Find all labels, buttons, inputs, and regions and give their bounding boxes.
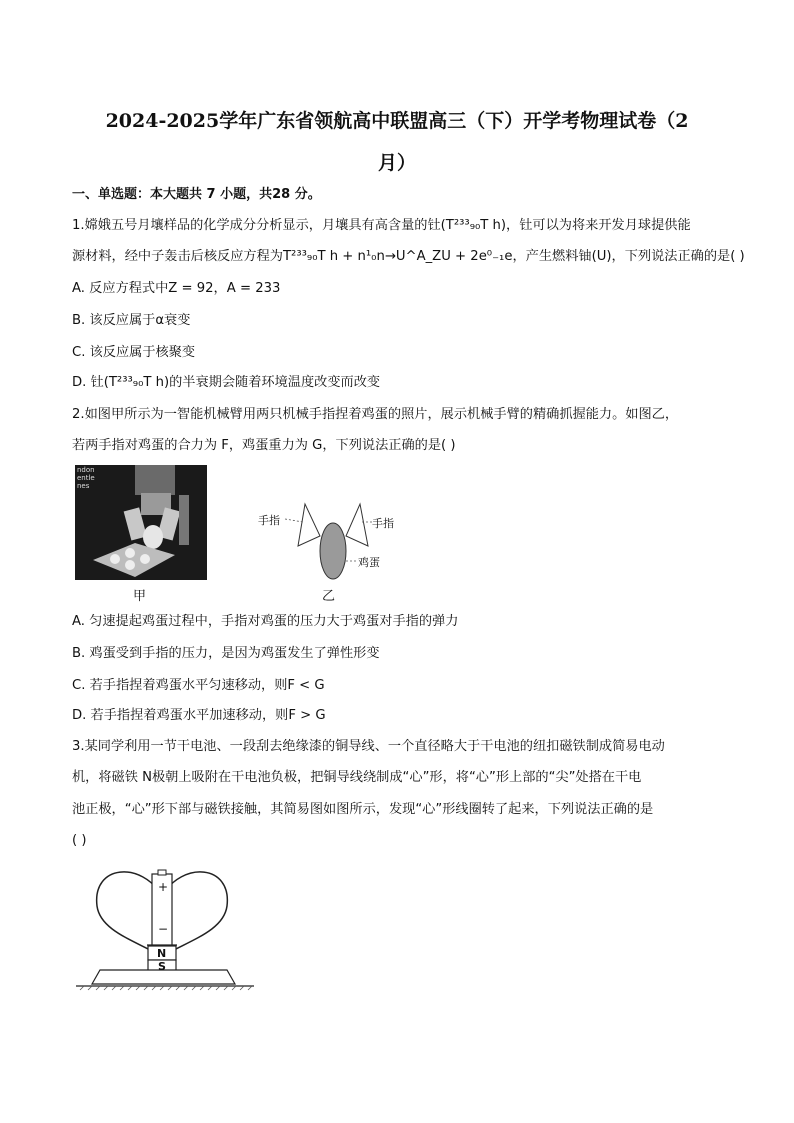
magnet-north-label: N [157, 947, 167, 960]
figure-a-label: 甲 [133, 589, 147, 604]
q3-line-2: 机，将磁铁 N极朝上吸附在干电池负极，把铜导线绕制成“心”形，将“心”形上部的“尖”处搭在干电 [72, 770, 642, 785]
egg-finger-diagram [250, 494, 420, 594]
q2-option-c: C. 若手指捏着鸡蛋水平匀速移动，则F < G [72, 678, 325, 693]
q2-option-a: A. 匀速提起鸡蛋过程中，手指对鸡蛋的压力大于鸡蛋对手指的弹力 [72, 614, 459, 629]
battery-plus-label: + [158, 880, 169, 894]
q1-option-d: D. 钍(T²³³₉₀T h)的半衰期会随着环境温度改变而改变 [72, 375, 381, 390]
photo-caption-text: ndon entle nes [77, 466, 95, 490]
q1-option-a: A. 反应方程式中Z = 92，A = 233 [72, 281, 281, 296]
title-line-1: 2024-2025学年广东省领航高中联盟高三（下）开学考物理试卷（2 [105, 110, 689, 132]
q2-line-2: 若两手指对鸡蛋的合力为 F，鸡蛋重力为 G，下列说法正确的是( ) [72, 438, 456, 453]
q3-line-3: 池正极，“心”形下部与磁铁接触，其简易图如图所示，发现“心”形线圈转了起来，下列说法正确的是 [72, 802, 654, 817]
robot-arm-photo [75, 465, 207, 580]
robot-arm-illustration [75, 465, 207, 580]
battery-minus-label: − [158, 922, 169, 936]
section-heading: 一、单选题：本大题共 7 小题，共28 分。 [72, 187, 321, 202]
q1-line-1: 1.嫦娥五号月壤样品的化学成分分析显示，月壤具有高含量的钍(T²³³₉₀T h)，钍可以为将来开发月球提供能 [72, 218, 691, 233]
q2-line-1: 2.如图甲所示为一智能机械臂用两只机械手指捏着鸡蛋的照片，展示机械手臂的精确抓握能力。如图乙， [72, 407, 679, 422]
q2-option-b: B. 鸡蛋受到手指的压力，是因为鸡蛋发生了弹性形变 [72, 646, 380, 661]
exam-title [70, 100, 724, 184]
q2-option-d: D. 若手指捏着鸡蛋水平加速移动，则F > G [72, 708, 326, 723]
q3-line-4: ( ) [72, 833, 87, 848]
figure-b-label: 乙 [322, 589, 336, 604]
finger-left-label: 手指 [258, 514, 280, 527]
title-line-2: 月） [377, 152, 416, 174]
magnet-south-label: S [158, 960, 166, 973]
egg-label: 鸡蛋 [358, 556, 380, 569]
finger-right-label: 手指 [372, 517, 394, 530]
q3-line-1: 3.某同学利用一节干电池、一段刮去绝缘漆的铜导线、一个直径略大于干电池的纽扣磁铁制成简易电动 [72, 739, 665, 754]
q1-option-b: B. 该反应属于α衰变 [72, 313, 191, 328]
q1-line-2: 源材料，经中子轰击后核反应方程为T²³³₉₀T h + n¹₀n→U^A_ZU + 2e⁰₋₁e，产生燃料铀(U)，下列说法正确的是( ) [72, 249, 745, 264]
q1-option-c: C. 该反应属于核聚变 [72, 345, 196, 360]
